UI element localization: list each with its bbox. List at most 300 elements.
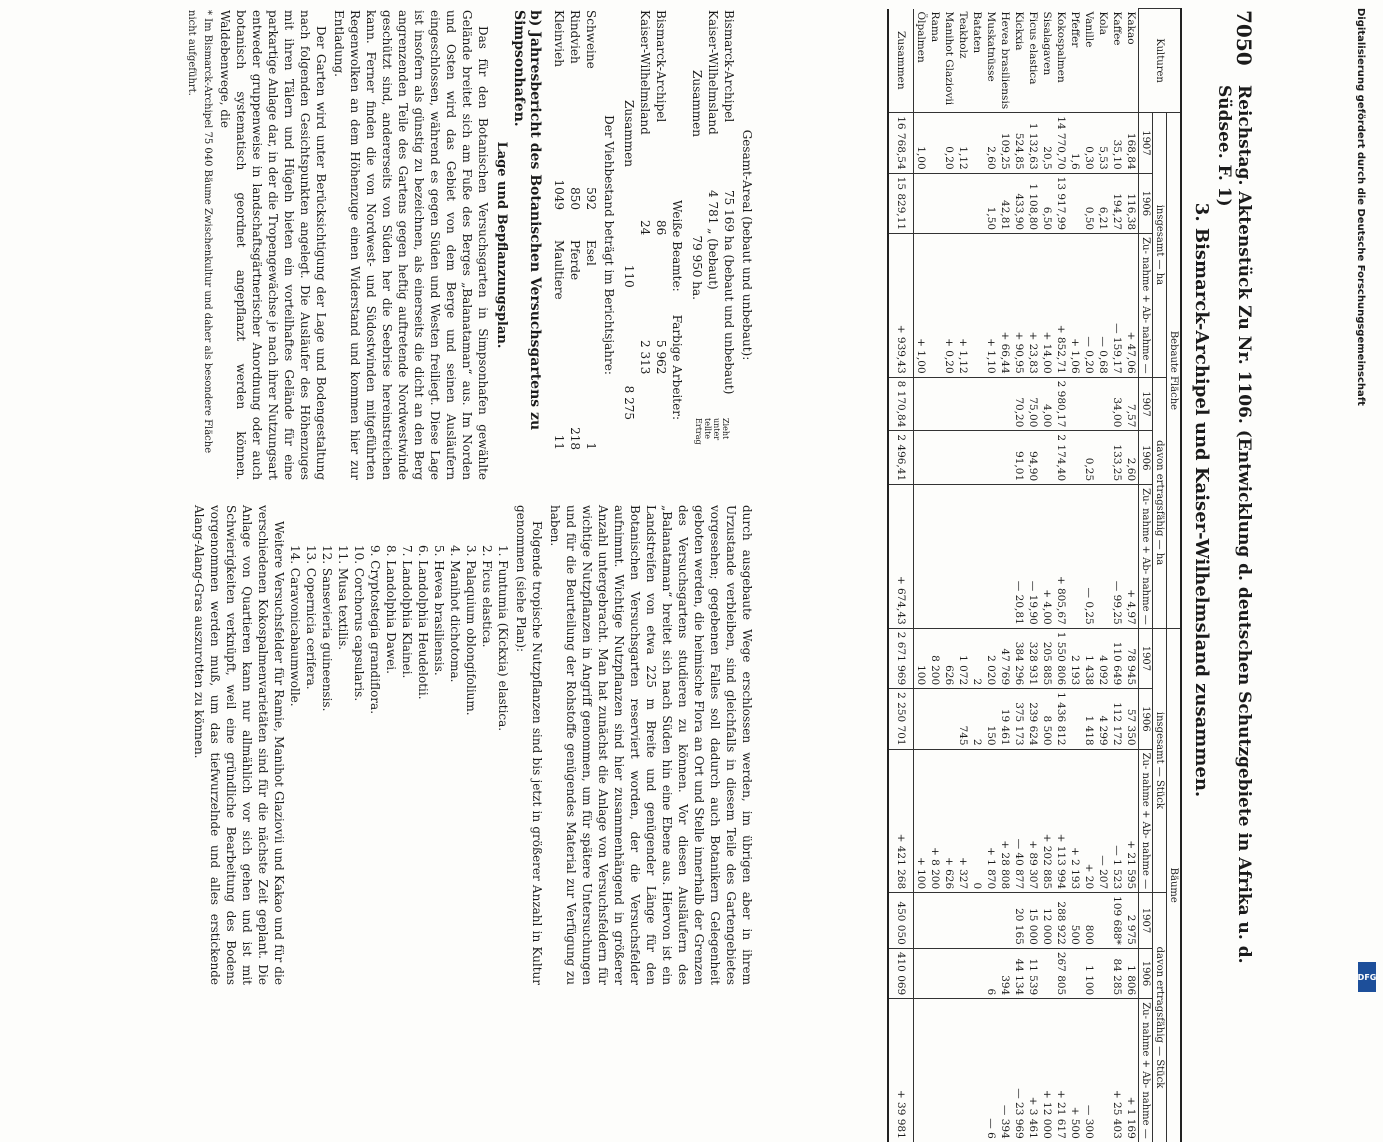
- table-cell: 42,81: [998, 173, 1012, 233]
- staff-workers: 2 313: [638, 340, 652, 375]
- table-cell: 91,01: [1012, 431, 1026, 485]
- table-column-header-cell: 1907: [1139, 113, 1153, 173]
- table-cell: 375 173: [1012, 689, 1026, 749]
- table-cell: [914, 999, 929, 1142]
- table-cell: + 4,00: [1040, 485, 1054, 629]
- running-title: Reichstag. Aktenstück Zu Nr. 1106. (Entwicklung d. deutschen Schutzgebiete in Afrika u. d. Südsee. F. 1): [1214, 85, 1254, 964]
- table-row: [970, 9, 984, 1142]
- area-label: Bismarck-Archipel: [722, 10, 736, 123]
- table-cell: 745: [956, 689, 970, 749]
- table-cell: [984, 893, 998, 949]
- table-column-header-cell: Zu- nahme + Ab- nahme —: [1139, 999, 1153, 1142]
- table-subheader: davon ertragsfähig — Stück: [1153, 893, 1167, 1142]
- right-column: [189, 505, 755, 985]
- page-number: 7050: [1232, 10, 1256, 66]
- table-cell: 44 134: [1012, 948, 1026, 998]
- table-cell: 8 200: [928, 628, 942, 688]
- table-row: [942, 9, 956, 1142]
- area-label: Kaiser-Wilhelmsland: [706, 10, 720, 135]
- livestock-label: Pferde: [568, 240, 582, 281]
- table-cell: 47 769: [998, 628, 1012, 688]
- table-body: [888, 9, 1139, 1142]
- table-sub-header: [1153, 9, 1167, 1142]
- table-cell: 500: [1068, 893, 1082, 949]
- table-cell: [956, 377, 970, 431]
- table-cell: [928, 689, 942, 749]
- table-cell: 0,20: [942, 113, 956, 173]
- row-label: Sisalagaven: [1041, 11, 1053, 76]
- table-cell: 94,90: [1026, 431, 1040, 485]
- plant-list: [287, 505, 511, 985]
- table-cell: 0,25: [1082, 431, 1096, 485]
- table-cell: 133,25: [1110, 431, 1124, 485]
- table-cell: + 852,71: [1054, 234, 1068, 378]
- paragraph: Folgende tropische Nutzpflanzen sind bis jetzt in größerer Anzahl in Kultur genommen (siehe Plan):: [514, 505, 544, 985]
- table-cell: 109,25: [998, 113, 1012, 173]
- table-row: [956, 9, 970, 1142]
- table-cell: — 1 523: [1110, 749, 1124, 893]
- table-cell: [928, 173, 942, 233]
- table-cell: 2,60: [984, 113, 998, 173]
- table-row: [1082, 9, 1096, 1142]
- table-cell: [914, 431, 929, 485]
- left-column: [181, 10, 755, 480]
- table-total-row: [888, 9, 914, 1142]
- table-cell: 5,53: [1096, 113, 1110, 173]
- table-row: [928, 9, 942, 1142]
- table-cell: [984, 431, 998, 485]
- table-cell: 0,50: [1082, 173, 1096, 233]
- total-cell: 8 170,84: [888, 377, 914, 431]
- table-cell: [956, 431, 970, 485]
- area-row: [705, 10, 721, 480]
- livestock-row: [567, 10, 583, 480]
- table-cell: [956, 173, 970, 233]
- area-total: Zusammen 79 950 ha.: [690, 70, 704, 300]
- margin-note: Zieht unter tellte Ertrag: [694, 418, 730, 445]
- table-subheader: davon ertragsfähig — ha: [1153, 377, 1167, 628]
- table-cell: + 100: [914, 749, 929, 893]
- table-cell: 1,00: [914, 113, 929, 173]
- table-cell: — 207: [1096, 749, 1110, 893]
- table-cell: [942, 948, 956, 998]
- table-group-trees: Bäume: [1167, 628, 1182, 1142]
- table-cell: + 1,06: [1068, 234, 1082, 378]
- row-label: Kokospalmen: [1055, 11, 1067, 83]
- table-cell: — 159,17: [1110, 234, 1124, 378]
- staff-label: Bismarck-Archipel: [654, 10, 668, 123]
- table-cell: + 0,20: [942, 234, 956, 378]
- total-cell: + 421 268: [888, 749, 914, 893]
- table-cell: + 90,95: [1012, 234, 1026, 378]
- staff-officials: 24: [638, 220, 652, 236]
- table-cell: + 89 307: [1026, 749, 1040, 893]
- table-cell: + 113 994: [1054, 749, 1068, 893]
- table-cell: — 19,90: [1026, 485, 1040, 629]
- table-cell: — 40 877: [1012, 749, 1026, 893]
- total-cell: 450 050: [888, 893, 914, 949]
- table-cell: + 202 885: [1040, 749, 1054, 893]
- table-cell: 194,27: [1110, 173, 1124, 233]
- table-cell: [1068, 173, 1082, 233]
- table-cell: [970, 377, 984, 431]
- table-cell: 1 550 806: [1054, 628, 1068, 688]
- table-cell: [1096, 948, 1110, 998]
- table-cell: — 0,20: [1082, 234, 1096, 378]
- total-cell: + 674,43: [888, 485, 914, 629]
- table-column-header-cell: 1906: [1139, 173, 1153, 233]
- table-cell: 6: [984, 948, 998, 998]
- table-cell: 205 885: [1040, 628, 1054, 688]
- table-cell: — 99,25: [1110, 485, 1124, 629]
- table-row: [1040, 9, 1054, 1142]
- table-cell: 1 436 812: [1054, 689, 1068, 749]
- table-cell: 1 438: [1082, 628, 1096, 688]
- table-cell: 168,84: [1124, 113, 1139, 173]
- table-cell: + 28 808: [998, 749, 1012, 893]
- row-label: Rama: [929, 11, 941, 43]
- livestock-list: [551, 10, 599, 480]
- list-item: 9. Cryptostegia grandiflora.: [368, 545, 382, 715]
- row-label: Bataten: [971, 11, 983, 54]
- table-cell: + 47,06: [1124, 234, 1139, 378]
- table-cell: 14 770,70: [1054, 113, 1068, 173]
- staff-row: [637, 10, 653, 480]
- table-cell: 20,5: [1040, 113, 1054, 173]
- livestock-count: 592: [584, 187, 598, 210]
- staff-label: Kaiser-Wilhelmsland: [638, 10, 652, 135]
- table-cell: 1 418: [1082, 689, 1096, 749]
- table-column-header-cell: Zu- nahme + Ab- nahme —: [1139, 234, 1153, 378]
- table-cell: 2 975: [1124, 893, 1139, 949]
- table-cell: 2: [970, 689, 984, 749]
- table-cell: 4 299: [1096, 689, 1110, 749]
- table-cell: [956, 948, 970, 998]
- table-cell: [970, 893, 984, 949]
- total-cell: 2 671 969: [888, 628, 914, 688]
- table-header-cultures: Kulturen: [1139, 9, 1182, 113]
- list-item: 14. Caravonicabaumwolle.: [288, 545, 302, 707]
- total-cell: + 939,43: [888, 234, 914, 378]
- table-cell: [914, 173, 929, 233]
- table-cell: + 626: [942, 749, 956, 893]
- table-cell: [914, 948, 929, 998]
- table-cell: — 0,25: [1082, 485, 1096, 629]
- table-cell: + 1,10: [984, 234, 998, 378]
- livestock-row: [583, 10, 599, 480]
- table-cell: [998, 485, 1012, 629]
- table-cell: [970, 431, 984, 485]
- staff-row: [653, 10, 669, 480]
- table-cell: [998, 377, 1012, 431]
- table-group-area: Bebaute Fläche: [1167, 113, 1182, 629]
- list-item: 3. Palaquium oblongifolium.: [464, 545, 478, 716]
- livestock-count: 1049: [552, 179, 566, 210]
- footnote: * Im Bismarck-Archipel 75 040 Bäume Zwischenkultur und daher als besondere Fläche nicht aufgeführt.: [186, 10, 213, 454]
- table-cell: 267 805: [1054, 948, 1068, 998]
- list-item: 1. Funtumia (Kickxia) elastica.: [496, 545, 510, 732]
- table-row: [1054, 9, 1068, 1142]
- table-cell: 6,50: [1040, 173, 1054, 233]
- livestock-title: Der Viehbestand beträgt im Berichtsjahre:: [602, 115, 616, 375]
- table-cell: + 1 169: [1124, 999, 1139, 1142]
- table-cell: 19 461: [998, 689, 1012, 749]
- table-cell: [1068, 689, 1082, 749]
- livestock-row: [551, 10, 567, 480]
- area-row: [721, 10, 737, 480]
- table-cell: 100: [914, 628, 929, 688]
- table-cell: 239 624: [1026, 689, 1040, 749]
- total-cell: + 39 981: [888, 999, 914, 1142]
- table-cell: [1068, 948, 1082, 998]
- total-label: Zusammen: [888, 9, 914, 113]
- table-cell: 1,6: [1068, 113, 1082, 173]
- table-cell: [998, 893, 1012, 949]
- paragraph: Der Garten wird unter Berücksichtigung der Lage und Bodengestaltung nach folgenden Gesichtspunkten angelegt. Die Ausläufer des Höhenzuges mit ihren Tälern und Hügeln bieten ein vorteilhaftes Gelände für eine parkartige Anlage dar, in der die Tropengewächse je nach ihrer Nutzungsart entweder gruppenweise in landschaftsgärtnerischer Anordnung oder auch botanisch systematisch geordnet angepflanzt werden können. Waldebenwege, die: [218, 10, 328, 480]
- table-cell: [942, 689, 956, 749]
- table-cell: 288 922: [1054, 893, 1068, 949]
- table-cell: 34,00: [1110, 377, 1124, 431]
- table-cell: 2 174,40: [1054, 431, 1068, 485]
- table-cell: + 8 200: [928, 749, 942, 893]
- table-cell: 1,50: [984, 173, 998, 233]
- livestock-count: 218: [568, 427, 582, 450]
- table-cell: + 66,44: [998, 234, 1012, 378]
- table-cell: 8 500: [1040, 689, 1054, 749]
- table-cell: — 6: [984, 999, 998, 1142]
- table-cell: 626: [942, 628, 956, 688]
- row-label: Manihot Glaziovii: [943, 11, 955, 106]
- table-column-header-cell: 1906: [1139, 689, 1153, 749]
- livestock-count: 850: [568, 187, 582, 210]
- table-cell: 2 193: [1068, 628, 1082, 688]
- table-cell: 2: [970, 628, 984, 688]
- table-cell: [998, 431, 1012, 485]
- report-title: b) Jahresbericht des Botanischen Versuchsgartens zu Simpsonhafen.: [511, 10, 543, 431]
- table-cell: + 1,12: [956, 234, 970, 378]
- total-cell: 2 496,41: [888, 431, 914, 485]
- table-cell: [942, 377, 956, 431]
- table-row: [914, 9, 929, 1142]
- table-cell: [928, 113, 942, 173]
- table-cell: [928, 948, 942, 998]
- table-cell: 57 350: [1124, 689, 1139, 749]
- paragraph: Das für den Botanischen Versuchsgarten in Simpsonhafen gewählte Gelände breitet sich am Fuße des Berges „Balanataman“ aus. Im Norden und Osten wird das Gebiet von dem Berge und seinen Ausläufern eingeschlossen, während es gegen Süden und Westen freiliegt. Diese Lage ist insofern als günstig zu bezeichnen, als einerseits die dicht an den Berg angrenzenden Teile des Gartens gegen heftig auftretende Nordwestwinde geschützt sind, andererseits von Süden her die Seebrise hereinstreichen kann. Ferner finden die von Nordwest- und Südostwinden mitgeführten Regenwolken an dem Höhenzuge einen Widerstand und kommen hier zur Entladung.: [332, 10, 490, 480]
- table-column-header-cell: 1906: [1139, 431, 1153, 485]
- table-column-header-cell: 1906: [1139, 948, 1153, 998]
- staff-headers: Weiße Beamte: Farbige Arbeiter:: [670, 200, 684, 420]
- table-cell: 1 806: [1124, 948, 1139, 998]
- table-cell: 800: [1082, 893, 1096, 949]
- livestock-count: 1: [584, 442, 598, 450]
- table-cell: 110 649: [1110, 628, 1124, 688]
- table-row: [1096, 9, 1110, 1142]
- livestock-label: Schweine: [584, 10, 598, 69]
- table-cell: 78 945: [1124, 628, 1139, 688]
- row-label: Kickxia: [1013, 11, 1025, 51]
- table-cell: 150: [984, 689, 998, 749]
- table-row: [984, 9, 998, 1142]
- table-cell: [984, 377, 998, 431]
- staff-total: Zusammen 110 8 275: [622, 100, 636, 420]
- table-cell: [914, 377, 929, 431]
- table-cell: + 21 595: [1124, 749, 1139, 893]
- table-cell: 35,10: [1110, 113, 1124, 173]
- area-value: 4 781 „ (bebaut): [706, 190, 720, 290]
- report-subheading: Lage und Bepflanzungsplan.: [494, 141, 509, 349]
- staff-workers: 5 962: [654, 340, 668, 375]
- total-cell: 410 069: [888, 948, 914, 998]
- table-row: [1012, 9, 1026, 1142]
- funding-note: Digitalisierung gefördert durch die Deutsche Forschungsgemeinschaft: [1355, 8, 1366, 406]
- dfg-logo-icon: DFG: [1358, 962, 1376, 992]
- list-item: 4. Manihot dichotoma.: [448, 545, 462, 683]
- table-subheader: insgesamt — ha: [1153, 113, 1167, 377]
- table-cell: 384 296: [1012, 628, 1026, 688]
- table-cell: 1 072: [956, 628, 970, 688]
- table-cell: [928, 377, 942, 431]
- table-cell: [928, 485, 942, 629]
- table-cell: + 23,83: [1026, 234, 1040, 378]
- table-cell: [970, 173, 984, 233]
- area-value: 75 169 ha (bebaut und unbebaut): [722, 190, 736, 395]
- table-cell: 7,57: [1124, 377, 1139, 431]
- staff-list: [637, 10, 669, 480]
- table-cell: 4 092: [1096, 628, 1110, 688]
- table-cell: [1040, 948, 1054, 998]
- table-row: [1124, 9, 1139, 1142]
- table-cell: 13 917,99: [1054, 173, 1068, 233]
- table-cell: 0,30: [1082, 113, 1096, 173]
- table-cell: 75,00: [1026, 377, 1040, 431]
- table-group-header: [1167, 9, 1182, 1142]
- table-cell: 84 285: [1110, 948, 1124, 998]
- table-cell: — 20,81: [1012, 485, 1026, 629]
- table-cell: [1068, 377, 1082, 431]
- table-cell: + 4,97: [1124, 485, 1139, 629]
- total-cell: 15 829,11: [888, 173, 914, 233]
- list-item: 5. Hevea brasiliensis.: [432, 545, 446, 676]
- table-cell: — 394: [998, 999, 1012, 1142]
- table-cell: [1096, 893, 1110, 949]
- table-row: [1110, 9, 1124, 1142]
- table-cell: [1068, 431, 1082, 485]
- list-item: 13. Copernicia cerifera.: [304, 545, 318, 690]
- table-cell: [928, 893, 942, 949]
- table-cell: 1,12: [956, 113, 970, 173]
- table-cell: 433,90: [1012, 173, 1026, 233]
- row-label: Pfeffer: [1069, 11, 1081, 48]
- row-label: Kola: [1097, 11, 1109, 36]
- section-title: 3. Bismarck-Archipel und Kaiser-Wilhelmsland zusammen.: [1191, 202, 1212, 798]
- table-cell: [970, 234, 984, 378]
- total-cell: 2 250 701: [888, 689, 914, 749]
- paragraph: durch ausgebaute Wege erschlossen werden, im übrigen aber in ihrem Urzustande verbleiben, sind gleichfalls in diesem Teile des Gartengebietes vorgesehen; gegebenen Falles soll dadurch auch Botanikern Gelegenheit geboten werden, die heimische Flora an Ort und Stelle innerhalb der Grenzen des Versuchsgartens studieren zu können. Vor diesen Ausläufern des „Balanataman“ breitet sich nach Süden hin eine Ebene aus. Hiervon ist ein Landstreifen von etwa 225 m Breite und genügender Länge für den Botanischen Versuchsgarten reserviert worden, der die Versuchsfelder aufnimmt. Wichtige Nutzpflanzen sind hier zusammenhängend in größerer Anzahl untergebracht. Man hat zunächst die Anlage von Versuchsfeldern für wichtige Nutzpflanzen in Angriff genommen, um für spätere Untersuchungen und für die Beurteilung der Rohstoffe genügendes Material zur Verfügung zu haben.: [548, 505, 754, 985]
- table-row: [998, 9, 1012, 1142]
- table-cell: [914, 893, 929, 949]
- row-label: Hevea brasiliensis: [999, 11, 1011, 110]
- table-cell: 20 165: [1012, 893, 1026, 949]
- page-header: [1214, 0, 1260, 1000]
- table-cell: [914, 689, 929, 749]
- table-cell: + 14,00: [1040, 234, 1054, 378]
- table-cell: [928, 234, 942, 378]
- table-column-header: [1139, 9, 1153, 1142]
- table-cell: + 500: [1068, 999, 1082, 1142]
- area-list: [705, 10, 737, 480]
- table-cell: — 0,68: [1096, 234, 1110, 378]
- livestock-label: Kleinvieh: [552, 10, 566, 67]
- table-cell: [942, 999, 956, 1142]
- row-label: Ölpalmen: [915, 11, 927, 63]
- table-cell: [956, 893, 970, 949]
- table-cell: + 2 193: [1068, 749, 1082, 893]
- table-cell: [1040, 431, 1054, 485]
- table-cell: 112 172: [1110, 689, 1124, 749]
- row-label: Teakholz: [957, 11, 969, 59]
- table-cell: + 12 000: [1040, 999, 1054, 1142]
- table-cell: + 1,00: [914, 234, 929, 378]
- table-cell: [970, 113, 984, 173]
- table-cell: [928, 999, 942, 1142]
- table-cell: + 805,67: [1054, 485, 1068, 629]
- table-cell: 1 108,80: [1026, 173, 1040, 233]
- table-cell: [970, 999, 984, 1142]
- table-cell: [914, 485, 929, 629]
- livestock-count: 11: [552, 434, 566, 450]
- table-cell: 2,60: [1124, 431, 1139, 485]
- table-cell: 2 980,17: [1054, 377, 1068, 431]
- table-row: [1068, 9, 1082, 1142]
- list-item: 6. Landolphia Heudelotii.: [416, 545, 430, 700]
- table-cell: 11 539: [1026, 948, 1040, 998]
- table-cell: [956, 999, 970, 1142]
- table-cell: [942, 173, 956, 233]
- table-cell: 524,85: [1012, 113, 1026, 173]
- table-cell: + 3 461: [1026, 999, 1040, 1142]
- row-label: Vanille: [1083, 11, 1095, 48]
- list-item: 11. Musa textilis.: [336, 545, 350, 651]
- table-cell: 12 000: [1040, 893, 1054, 949]
- table-cell: [1096, 485, 1110, 629]
- list-item: 8. Landolphia Dawei.: [384, 545, 398, 674]
- table-cell: 2 020: [984, 628, 998, 688]
- livestock-label: Rindvieh: [568, 10, 582, 64]
- table-cell: [984, 485, 998, 629]
- table-cell: [1096, 999, 1110, 1142]
- table-cell: [1096, 431, 1110, 485]
- table-cell: — 23 969: [1012, 999, 1026, 1142]
- list-item: 12. Sansevieria guineensis.: [320, 545, 334, 712]
- table-cell: + 21 617: [1054, 999, 1068, 1142]
- table-cell: 394: [998, 948, 1012, 998]
- row-label: Ficus elastica: [1027, 11, 1039, 85]
- table-cell: — 300: [1082, 999, 1096, 1142]
- table-cell: 1 132,63: [1026, 113, 1040, 173]
- table-cell: 0: [970, 749, 984, 893]
- table-cell: [956, 485, 970, 629]
- table-cell: + 1 870: [984, 749, 998, 893]
- table-row: [1026, 9, 1040, 1142]
- table-cell: 116,38: [1124, 173, 1139, 233]
- table-column-header-cell: 1907: [1139, 893, 1153, 949]
- livestock-label: Esel: [584, 240, 598, 266]
- table-cell: 6,21: [1096, 173, 1110, 233]
- list-item: 2. Ficus elastica.: [480, 545, 494, 648]
- table-cell: 15 000: [1026, 893, 1040, 949]
- list-item: 7. Landolphia Klainei.: [400, 545, 414, 679]
- table-subheader: insgesamt — Stück: [1153, 628, 1167, 892]
